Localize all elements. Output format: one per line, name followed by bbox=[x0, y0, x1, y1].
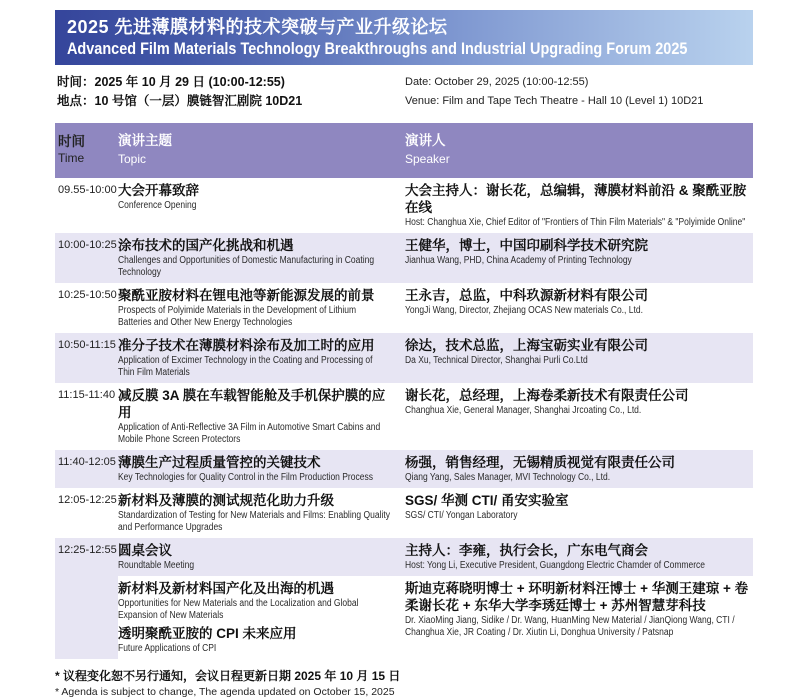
table-row bbox=[55, 488, 753, 538]
speaker-en: Dr. XiaoMing Jiang, Sidike / Dr. Wang, HuanMing New Material / JianQiong Wang, CTI / Changhua Xie, JR Coating / Dr. Xiutin Li, Donghua University / Patsnap bbox=[405, 615, 735, 638]
session-topic bbox=[118, 333, 405, 383]
agenda-content bbox=[55, 10, 753, 699]
header-time-en: Time bbox=[58, 151, 85, 165]
event-date-en: Date: October 29, 2025 (10:00-12:55) bbox=[405, 76, 589, 88]
forum-title-en: Advanced Film Materials Technology Breakthroughs and Industrial Upgrading Forum 2025 bbox=[67, 39, 688, 58]
session-speaker bbox=[405, 333, 753, 383]
table-row bbox=[55, 333, 753, 383]
topic-zh: 聚酰亚胺材料在锂电池等新能源发展的前景 bbox=[118, 288, 375, 303]
speaker-zh: 王永吉，总监，中科玖源新材料有限公司 bbox=[405, 288, 648, 303]
session-time bbox=[55, 576, 118, 659]
session-time: 12:25-12:55 bbox=[58, 544, 117, 556]
topic2-en: Future Applications of CPI bbox=[118, 643, 217, 654]
header-speaker-zh: 演讲人 bbox=[405, 133, 446, 148]
session-speaker bbox=[405, 576, 753, 659]
speaker-en: Changhua Xie, General Manager, Shanghai Jrcoating Co., Ltd. bbox=[405, 405, 642, 416]
agenda-table bbox=[55, 123, 753, 659]
topic-en: Application of Anti-Reflective 3A Film in Automotive Smart Cabins and Mobile Phone Screen Protectors bbox=[118, 422, 381, 445]
session-topic bbox=[118, 450, 405, 488]
topic-en: Challenges and Opportunities of Domestic Manufacturing in Coating Technology bbox=[118, 255, 375, 278]
event-info bbox=[57, 73, 753, 111]
agenda-footnote bbox=[55, 668, 753, 699]
topic-en: Prospects of Polyimide Materials in the Development of Lithium Batteries and Other New Energy Technologies bbox=[118, 305, 357, 328]
table-row bbox=[55, 233, 753, 283]
event-venue-zh: 地点：10 号馆（一层）膜链智汇剧院 10D21 bbox=[57, 94, 303, 108]
session-topic bbox=[118, 178, 405, 233]
header-topic-zh: 演讲主题 bbox=[118, 133, 172, 148]
session-speaker bbox=[405, 178, 753, 233]
header-time-zh: 时间 bbox=[58, 134, 85, 149]
header-time-column bbox=[55, 128, 118, 172]
session-speaker bbox=[405, 283, 753, 333]
topic-zh: 新材料及新材料国产化及出海的机遇 bbox=[118, 581, 334, 596]
table-row bbox=[55, 538, 753, 576]
speaker-zh: SGS/ 华测 CTI/ 甬安实验室 bbox=[405, 493, 569, 508]
header-speaker-en: Speaker bbox=[405, 152, 450, 166]
session-time: 12:05-12:25 bbox=[58, 494, 117, 506]
speaker-zh: 主持人：李雍，执行会长，广东电气商会 bbox=[405, 543, 648, 558]
header-topic-column bbox=[118, 128, 405, 172]
topic-zh: 涂布技术的国产化挑战和机遇 bbox=[118, 238, 294, 253]
speaker-zh: 徐达，技术总监，上海宝砺实业有限公司 bbox=[405, 338, 648, 353]
session-topic bbox=[118, 488, 405, 538]
session-topic bbox=[118, 383, 405, 450]
session-speaker bbox=[405, 538, 753, 576]
session-topic bbox=[118, 283, 405, 333]
session-topic bbox=[118, 538, 405, 576]
topic-en: Standardization of Testing for New Materials and Films: Enabling Quality and Performance Upgrades bbox=[118, 510, 390, 533]
header-topic-en: Topic bbox=[118, 152, 147, 166]
topic-en: Key Technologies for Quality Control in the Film Production Process bbox=[118, 472, 373, 483]
speaker-en: SGS/ CTI/ Yongan Laboratory bbox=[405, 510, 518, 521]
session-time: 09.55-10:00 bbox=[58, 184, 117, 196]
speaker-en: Host: Changhua Xie, Chief Editor of "Frontiers of Thin Film Materials" & "Polyimide Online" bbox=[405, 217, 746, 228]
speaker-en: Da Xu, Technical Director, Shanghai Purli Co.Ltd bbox=[405, 355, 588, 366]
event-info-zh bbox=[57, 73, 405, 111]
event-time-zh: 时间：2025 年 10 月 29 日 (10:00-12:55) bbox=[57, 75, 285, 89]
session-speaker bbox=[405, 233, 753, 283]
speaker-en: Jianhua Wang, PHD, China Academy of Printing Technology bbox=[405, 255, 632, 266]
speaker-zh: 大会主持人：谢长花，总编辑，薄膜材料前沿 & 聚酰亚胺在线 bbox=[405, 183, 747, 215]
session-time: 10:50-11:15 bbox=[58, 339, 116, 351]
session-time: 10:00-10:25 bbox=[58, 239, 117, 251]
header-speaker-column bbox=[405, 128, 753, 172]
session-speaker bbox=[405, 383, 753, 450]
topic-zh: 新材料及薄膜的测试规范化助力升级 bbox=[118, 493, 334, 508]
topic-en: Roundtable Meeting bbox=[118, 560, 195, 571]
event-info-en bbox=[405, 73, 753, 111]
speaker-zh: 王健华，博士，中国印刷科学技术研究院 bbox=[405, 238, 648, 253]
topic-zh: 准分子技术在薄膜材料涂布及加工时的应用 bbox=[118, 338, 375, 353]
session-time: 11:15-11:40 bbox=[58, 389, 116, 401]
session-speaker bbox=[405, 450, 753, 488]
table-header-row bbox=[55, 123, 753, 178]
topic-en: Conference Opening bbox=[118, 200, 197, 211]
session-topic bbox=[118, 233, 405, 283]
topic-en: Opportunities for New Materials and the Localization and Global Expansion of New Materials bbox=[118, 598, 359, 621]
table-row bbox=[55, 178, 753, 233]
forum-title-banner bbox=[55, 10, 753, 65]
table-row bbox=[55, 383, 753, 450]
footnote-zh: * 议程变化恕不另行通知，会议日程更新日期 2025 年 10 月 15 日 bbox=[55, 669, 401, 683]
topic2-zh: 透明聚酰亚胺的 CPI 未来应用 bbox=[118, 626, 297, 641]
speaker-zh: 谢长花，总经理，上海卷柔新技术有限责任公司 bbox=[405, 388, 689, 403]
speaker-zh: 杨强，销售经理，无锡精质视觉有限责任公司 bbox=[405, 455, 675, 470]
topic-zh: 减反膜 3A 膜在车载智能舱及手机保护膜的应用 bbox=[118, 388, 386, 420]
speaker-en: YongJi Wang, Director, Zhejiang OCAS New materials Co., Ltd. bbox=[405, 305, 643, 316]
topic-zh: 圆桌会议 bbox=[118, 543, 172, 558]
speaker-en: Qiang Yang, Sales Manager, MVI Technology Co., Ltd. bbox=[405, 472, 611, 483]
table-row bbox=[55, 576, 753, 659]
topic-zh: 薄膜生产过程质量管控的关键技术 bbox=[118, 455, 321, 470]
session-speaker bbox=[405, 488, 753, 538]
session-time: 10:25-10:50 bbox=[58, 289, 117, 301]
forum-title-zh: 2025 先进薄膜材料的技术突破与产业升级论坛 bbox=[67, 17, 448, 37]
table-row bbox=[55, 283, 753, 333]
topic-en: Application of Excimer Technology in the Coating and Processing of Thin Film Materials bbox=[118, 355, 373, 378]
session-topic bbox=[118, 576, 405, 659]
session-time: 11:40-12:05 bbox=[58, 456, 116, 468]
topic-zh: 大会开幕致辞 bbox=[118, 183, 199, 198]
table-row bbox=[55, 450, 753, 488]
speaker-en: Host: Yong Li, Executive President, Guangdong Electric Chamder of Commerce bbox=[405, 560, 706, 571]
event-venue-en: Venue: Film and Tape Tech Theatre - Hall 10 (Level 1) 10D21 bbox=[405, 95, 704, 107]
speaker-zh: 斯迪克蒋晓明博士 + 环明新材料汪博士 + 华测王建琼 + 卷柔谢长花 + 东华大学李琇廷博士 + 苏州智慧芽科技 bbox=[405, 581, 749, 613]
footnote-en: * Agenda is subject to change, The agenda updated on October 15, 2025 bbox=[55, 686, 395, 698]
